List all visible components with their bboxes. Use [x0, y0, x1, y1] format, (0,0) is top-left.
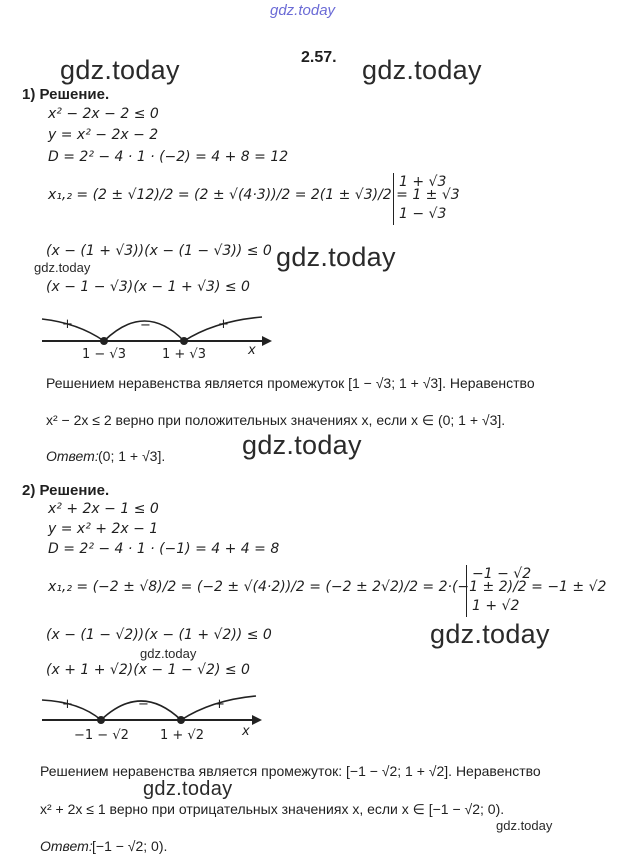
part2-answer-label: Ответ: — [40, 838, 93, 854]
part1-root-a: 1 + √3 — [399, 174, 447, 190]
part2-text2: x² + 2x ≤ 1 верно при отрицательных значениях x, если x ∈ [−1 − √2; 0). — [40, 801, 505, 817]
problem-number: 2.57. — [301, 49, 337, 66]
part2-point-2: 1 + √2 — [160, 728, 204, 743]
part2-text1: Решением неравенства является промежуток: [−1 − √2; 1 + √2]. Неравенство — [40, 763, 541, 779]
part2-sign-2: − — [138, 697, 149, 712]
watermark-3: gdz.today — [276, 242, 396, 272]
part2-discriminant: D = 2² − 4 · 1 · (−1) = 4 + 4 = 8 — [48, 541, 280, 557]
part2-point-1: −1 − √2 — [74, 728, 129, 743]
watermark-6: gdz.today — [143, 778, 233, 800]
part1-inequality: x² − 2x − 2 ≤ 0 — [48, 106, 159, 122]
part1-text1: Решением неравенства является промежуток [1 − √3; 1 + √3]. Неравенство — [46, 375, 535, 391]
part1-label: 1) Решение. — [22, 86, 110, 103]
part1-root-b: 1 − √3 — [399, 206, 447, 222]
part2-label: 2) Решение. — [22, 482, 110, 499]
part2-factor2: (x + 1 + √2)(x − 1 − √2) ≤ 0 — [46, 662, 250, 678]
part1-factor2: (x − 1 − √3)(x − 1 + √3) ≤ 0 — [46, 279, 250, 295]
part2-roots-bar — [466, 565, 467, 617]
watermark-small-1: gdz.today — [34, 260, 91, 275]
part2-root-b: 1 + √2 — [472, 598, 520, 614]
watermark-small-3: gdz.today — [496, 818, 553, 833]
part1-function: y = x² − 2x − 2 — [48, 127, 159, 143]
watermark-1: gdz.today — [60, 55, 180, 85]
watermark-5: gdz.today — [430, 619, 550, 649]
part1-text2: x² − 2x ≤ 2 верно при положительных значениях x, если x ∈ (0; 1 + √3]. — [46, 412, 506, 428]
part1-answer-label: Ответ: — [46, 448, 99, 464]
part2-sign-1: + — [62, 697, 73, 712]
part2-answer-value: [−1 − √2; 0). — [92, 838, 168, 854]
part1-discriminant: D = 2² − 4 · 1 · (−2) = 4 + 8 = 12 — [48, 149, 289, 165]
part2-sign-3: + — [214, 697, 225, 712]
part1-factor1: (x − (1 + √3))(x − (1 − √3)) ≤ 0 — [46, 243, 272, 259]
part1-sign-1: + — [62, 317, 73, 332]
watermark-top: gdz.today — [270, 2, 336, 19]
part1-sign-2: − — [140, 318, 151, 333]
part1-number-line — [0, 305, 628, 375]
part1-point-1: 1 − √3 — [82, 347, 126, 362]
watermark-small-2: gdz.today — [140, 646, 197, 661]
part1-point-2: 1 + √3 — [162, 347, 206, 362]
watermark-4: gdz.today — [242, 430, 362, 460]
part1-roots-formula: x₁,₂ = (2 ± √12)/2 = (2 ± √(4·3))/2 = 2(1 ± √3)/2 = 1 ± √3 — [48, 187, 460, 203]
part1-roots-bar — [393, 173, 394, 225]
part2-factor1: (x − (1 − √2))(x − (1 + √2)) ≤ 0 — [46, 627, 272, 643]
part1-answer-value: (0; 1 + √3]. — [98, 448, 166, 464]
part2-number-line — [0, 684, 628, 754]
part1-axis-label: x — [248, 343, 256, 358]
part1-sign-3: + — [218, 317, 229, 332]
part2-function: y = x² + 2x − 1 — [48, 521, 159, 537]
part2-roots-formula: x₁,₂ = (−2 ± √8)/2 = (−2 ± √(4·2))/2 = (−2 ± 2√2)/2 = 2·(−1 ± 2)/2 = −1 ± √2 — [48, 579, 607, 595]
part2-root-a: −1 − √2 — [472, 566, 532, 582]
watermark-2: gdz.today — [362, 55, 482, 85]
part2-axis-label: x — [242, 724, 250, 739]
part2-inequality: x² + 2x − 1 ≤ 0 — [48, 501, 159, 517]
